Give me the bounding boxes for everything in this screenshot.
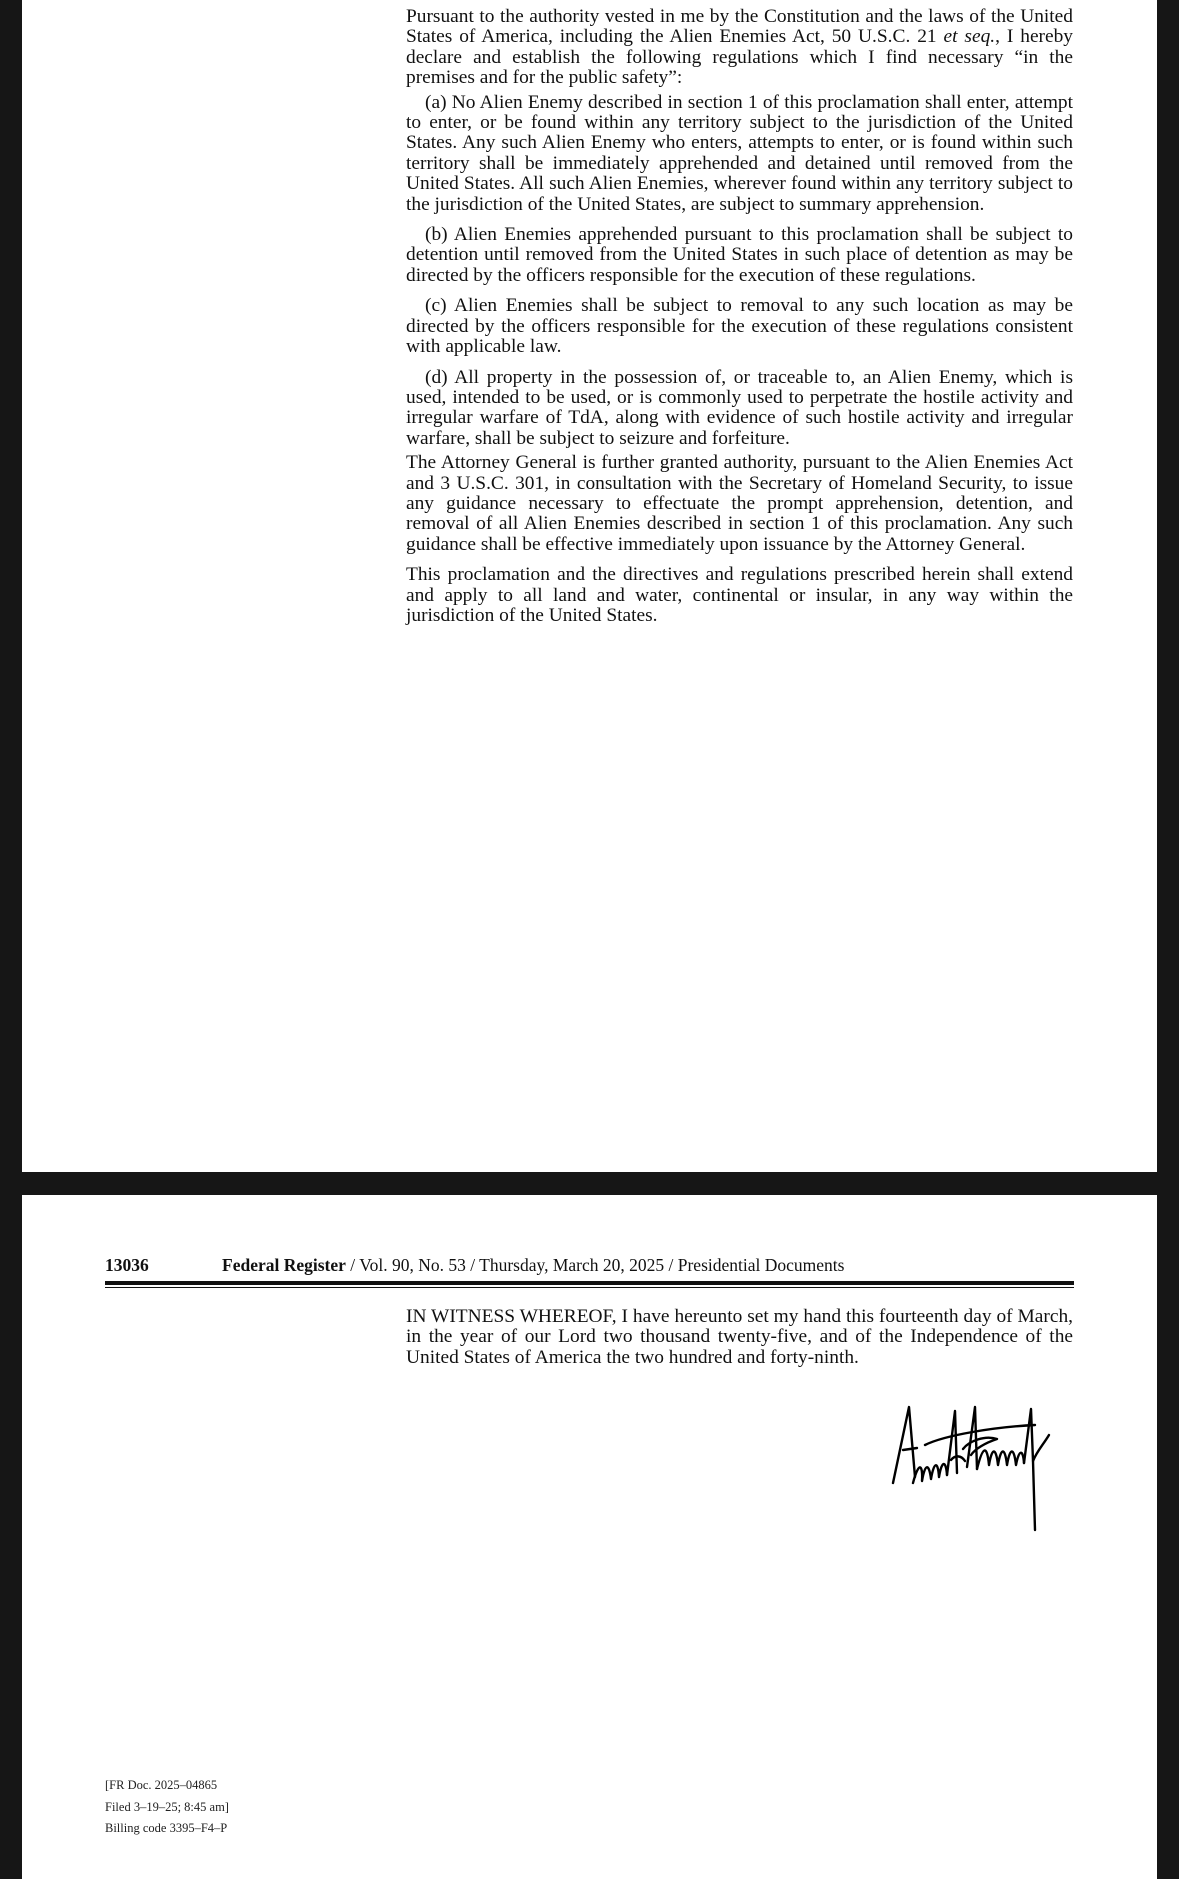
publication-line bbox=[222, 1254, 844, 1276]
signature-icon bbox=[885, 1405, 1085, 1535]
billing-code: Billing code 3395–F4–P bbox=[105, 1821, 228, 1835]
proclamation-text-column bbox=[406, 7, 1073, 626]
intro-paragraph: Pursuant to the authority vested in me by the Constitution and the laws of the United States of America, including the Alien Enemies Act, 50 U.S.C. 21 et seq., I hereby declare and establish the following regulations which I find necessary “in the premises and for the public safety”: bbox=[406, 6, 1073, 89]
filed-date: Filed 3–19–25; 8:45 am] bbox=[105, 1799, 229, 1814]
witness-paragraph: IN WITNESS WHEREOF, I have hereunto set my hand this fourteenth day of March, in the year of our Lord two thousand twenty-five, and of the Independence of the United States of America the two hundred and forty-ninth. bbox=[406, 1306, 1073, 1368]
running-head bbox=[105, 1254, 1074, 1280]
page-top bbox=[22, 0, 1157, 1172]
regulation-a-paragraph: (a) No Alien Enemy described in section 1 of this proclamation shall enter, attempt to enter, or be found within any territory subject to the jurisdiction of the United States. Any such Alien Enemy who enters, attempts to enter, or is found within such territory shall be immediately apprehended and detained until removed from the United States. All such Alien Enemies, wherever found within any territory subject to the jurisdiction of the United States, are subject to summary apprehension. bbox=[406, 91, 1073, 215]
extent-paragraph: This proclamation and the directives and regulations prescribed herein shall extend and apply to all land and water, continental or insular, in any way within the jurisdiction of the United States. bbox=[406, 564, 1073, 626]
header-rule-thick bbox=[105, 1281, 1074, 1285]
regulation-b-paragraph: (b) Alien Enemies apprehended pursuant to this proclamation shall be subject to detention until removed from the United States in such place of detention as may be directed by the officers responsible for the execution of these regulations. bbox=[406, 224, 1073, 286]
et-seq-italic: et seq. bbox=[943, 26, 996, 48]
regulation-c-paragraph: (c) Alien Enemies shall be subject to removal to any such location as may be directed by the officers responsible for the execution of these regulations consistent with applicable law. bbox=[406, 295, 1073, 358]
header-rule-thin bbox=[105, 1287, 1074, 1288]
publication-name: Federal Register bbox=[222, 1255, 346, 1275]
fr-doc-number: [FR Doc. 2025–04865 bbox=[105, 1778, 218, 1792]
regulation-d-paragraph: (d) All property in the possession of, or traceable to, an Alien Enemy, which is used, intended to be used, or is commonly used to perpetrate the hostile activity and irregular warfare of TdA, along with evidence of such hostile activity and irregular warfare, shall be subject to seizure and forfeiture. bbox=[406, 366, 1073, 449]
publication-details: / Vol. 90, No. 53 / Thursday, March 20, 2025 / Presidential Documents bbox=[345, 1255, 845, 1275]
witness-column bbox=[406, 1307, 1073, 1368]
page-bottom bbox=[22, 1195, 1157, 1879]
page-number: 13036 bbox=[105, 1255, 149, 1275]
fr-document-note bbox=[105, 1775, 229, 1840]
attorney-general-paragraph: The Attorney General is further granted authority, pursuant to the Alien Enemies Act and 3 U.S.C. 301, in consultation with the Secretary of Homeland Security, to issue any guidance necessary to effectuate the prompt apprehension, detention, and removal of all Alien Enemies described in section 1 of this proclamation. Any such guidance shall be effective immediately upon issuance by the Attorney General. bbox=[406, 452, 1073, 555]
